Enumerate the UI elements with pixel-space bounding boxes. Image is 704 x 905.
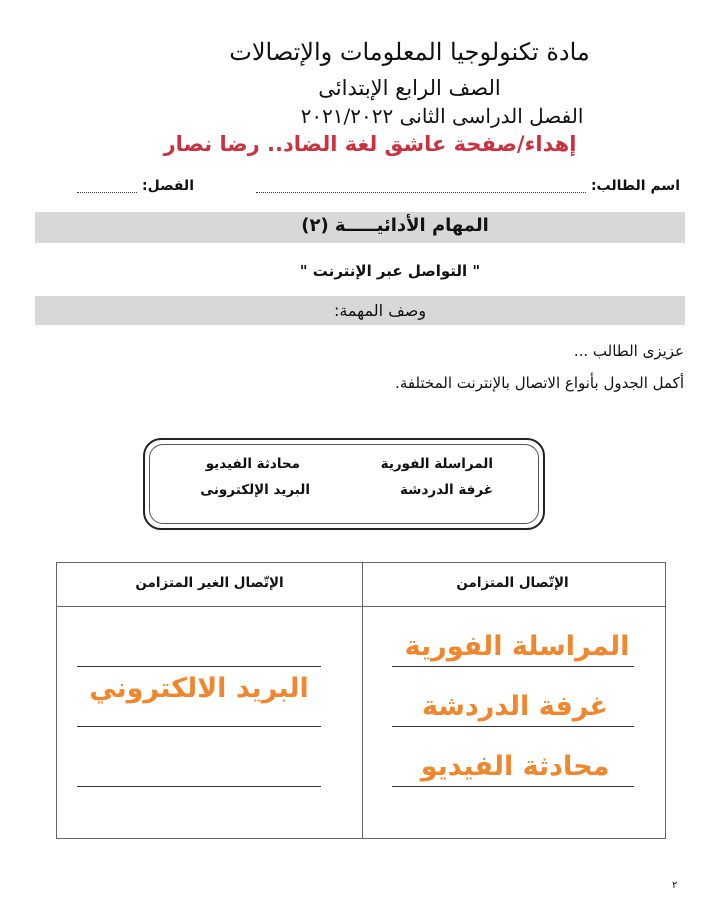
task-title: المهام الأدائيـــــة (٢)	[301, 215, 489, 236]
answer-line[interactable]	[392, 786, 634, 787]
sync-answer-1: المراسلة الفورية	[404, 631, 630, 662]
answer-line[interactable]	[77, 726, 321, 727]
class-dotted-line	[77, 179, 137, 193]
classification-table	[56, 562, 666, 839]
answer-line[interactable]	[77, 666, 321, 667]
term-title: الفصل الدراسى الثانى ٢٠٢١/٢٠٢٢	[300, 104, 584, 128]
answer-line[interactable]	[392, 726, 634, 727]
class-field[interactable]	[73, 178, 194, 200]
student-name-field[interactable]	[252, 178, 680, 200]
greeting-text: عزيزى الطالب ...	[573, 342, 684, 360]
page-number: ٢	[672, 880, 678, 891]
subject-title: مادة تكنولوجيا المعلومات والإتصالات	[229, 38, 590, 66]
word-bank-item: المراسلة الفورية	[380, 456, 493, 472]
header-divider	[57, 606, 665, 607]
grade-title: الصف الرابع الإبتدائى	[318, 76, 501, 100]
word-bank-box	[143, 438, 545, 530]
word-bank-item: محادثة الفيديو	[205, 456, 300, 472]
class-label: الفصل:	[141, 178, 194, 194]
sync-answer-2: غرفة الدردشة	[421, 691, 608, 722]
header-asynchronous: الإتّصال الغير المتزامن	[135, 575, 284, 591]
sync-answer-3: محادثة الفيديو	[420, 751, 610, 782]
student-name-dotted-line	[256, 179, 586, 193]
word-bank-item: غرفة الدردشة	[399, 482, 493, 498]
answer-line[interactable]	[77, 786, 321, 787]
instruction-text: أكمل الجدول بأنواع الاتصال بالإنترنت المختلفة.	[395, 374, 684, 392]
answer-line[interactable]	[392, 666, 634, 667]
column-divider	[362, 563, 363, 838]
task-topic: " التواصل عبر الإنترنت "	[299, 262, 481, 280]
task-description-label: وصف المهمة:	[333, 301, 427, 320]
async-answer-1: البريد الالكتروني	[89, 673, 309, 704]
student-name-label: اسم الطالب:	[590, 178, 680, 194]
credit-line: إهداء/صفحة عاشق لغة الضاد.. رضا نصار	[163, 132, 577, 156]
word-bank-item: البريد الإلكترونى	[200, 482, 310, 498]
header-synchronous: الإتّصال المتزامن	[456, 575, 569, 591]
